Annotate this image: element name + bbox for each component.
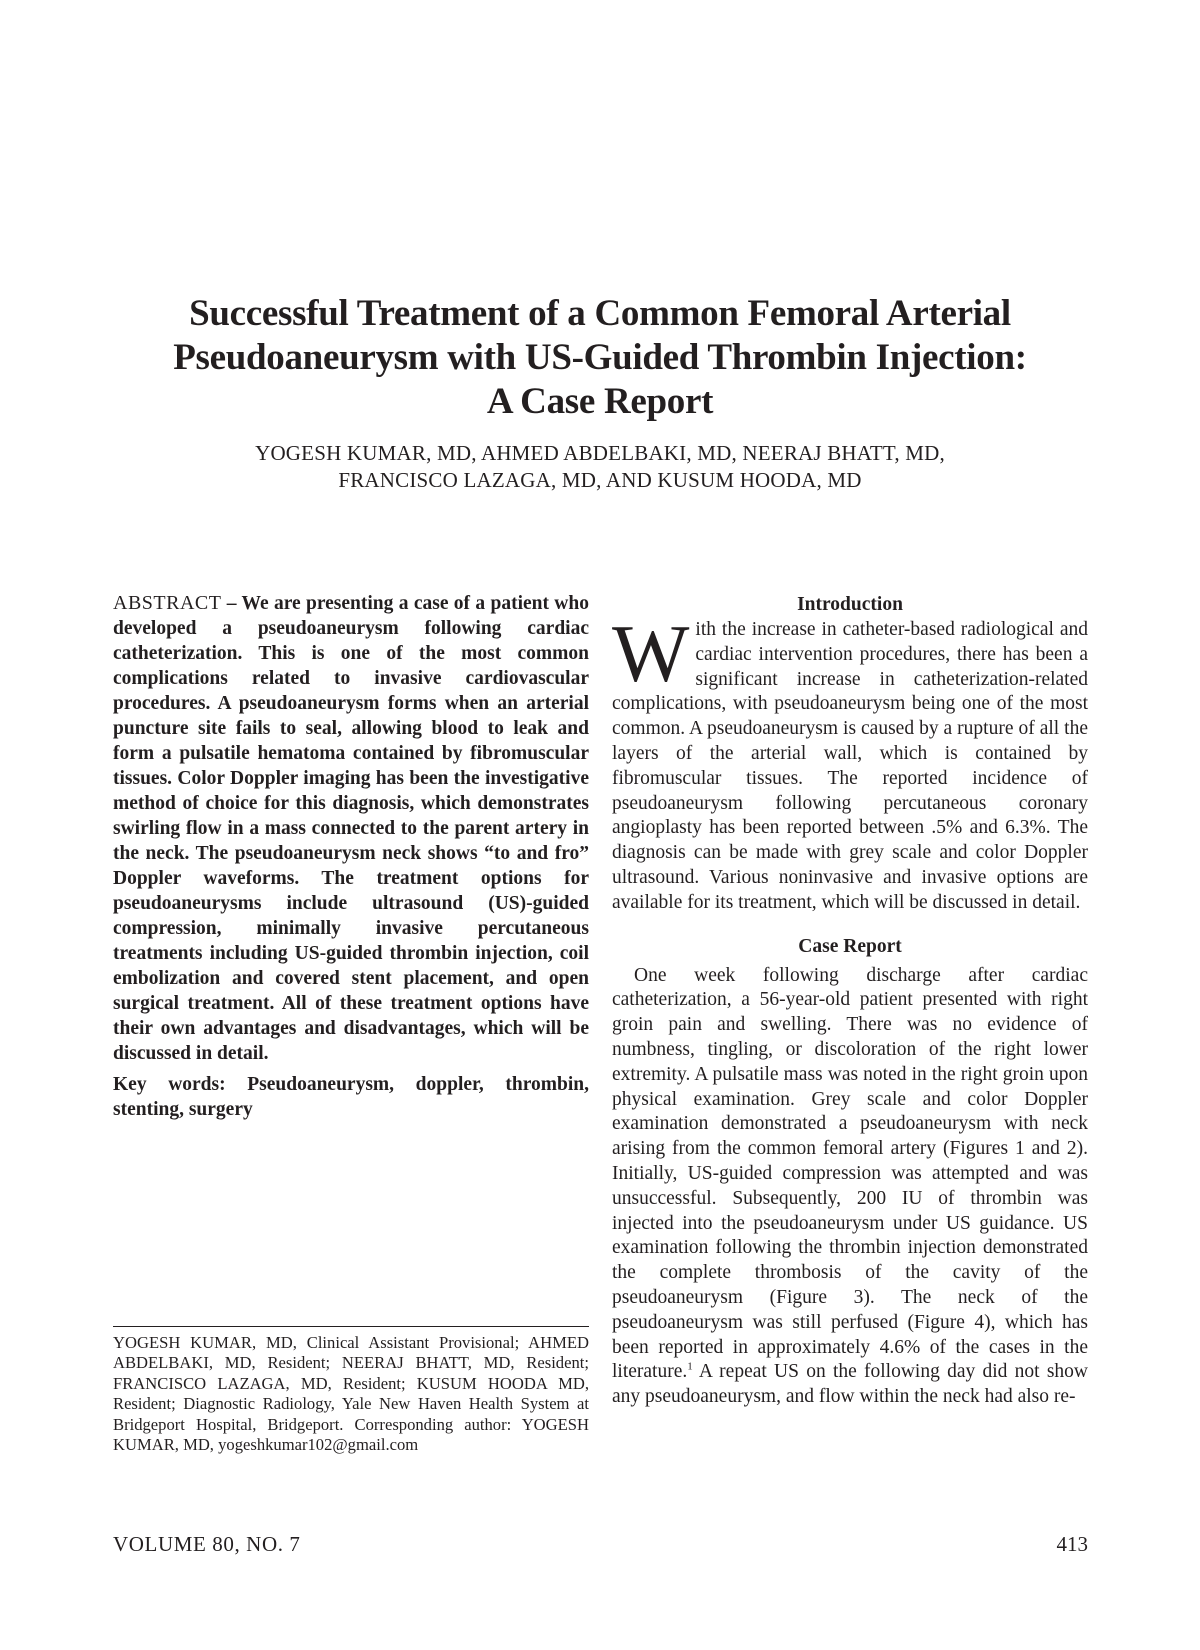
left-column (113, 591, 589, 1122)
article-title (100, 292, 1100, 424)
introduction-paragraph (612, 608, 1088, 916)
case-report-text: One week following discharge after cardiac catheterization, a 56-year-old patient presented with right groin pain and swelling. There was no evidence of numbness, tingling, or discoloration of the right lower extremity. A pulsatile mass was noted in the right groin upon physical examination. Grey scale and color Doppler examination demonstrated a pseudoaneurysm with neck arising from the common femoral artery (Figures 1 and 2). Initially, US-guided compression was attempted and was unsuccessful. Subsequently, 200 IU of thrombin was injected into the pseudoaneurysm under US guidance. US examination following the thrombin injection demonstrated the complete thrombosis of the cavity of the pseudoaneurysm (Figure 3). The neck of the pseudoaneurysm was still perfused (Figure 4), which has been reported in approximately 4.6% of the cases in the literature. (612, 964, 1088, 1383)
author-list (100, 440, 1100, 494)
case-report-paragraph (612, 964, 1088, 1410)
reference-superscript: 1 (687, 1360, 693, 1373)
footnote-divider (113, 1326, 589, 1327)
abstract-text: We are presenting a case of a patient who developed a pseudoaneurysm following cardiac catheterization. This is one of the most common complications related to invasive cardiovascular procedures. A pseudoaneurysm forms when an arterial puncture site fails to seal, allowing blood to leak and form a pulsatile hematoma contained by fibromuscular tissues. Color Doppler imaging has been the investigative method of choice for this diagnosis, which demonstrates swirling flow in a mass connected to the parent artery in the neck. The pseudoaneurysm neck shows “to and fro” Doppler waveforms. The treatment options for pseudoaneurysms include ultrasound (US)-guided compression, minimally invasive percutaneous treatments including US-guided thrombin injection, coil embolization and covered stent placement, and open surgical treatment. All of these treatment options have their own advantages and disadvantages, which will be discussed in detail. (113, 593, 589, 1064)
title-block (100, 292, 1100, 494)
abstract-label: ABSTRACT (113, 592, 222, 614)
section-heading-case-report: Case Report (798, 935, 902, 957)
introduction-text: ith the increase in catheter-based radiological and cardiac intervention procedures, there has been a significant increase in catheterization-related complications, with pseudoaneurysm being one of the most common. A pseudoaneurysm is caused by a rupture of all the layers of the arterial wall, which is contained by fibromuscular tissues. The reported incidence of pseudoaneurysm following percutaneous coronary angioplasty has been reported between .5% and 6.3%. The diagnosis can be made with grey scale and color Doppler ultrasound. Various noninvasive and invasive options are available for its treatment, which will be discussed in detail. (612, 619, 1088, 913)
drop-cap: W (612, 608, 690, 699)
abstract-separator: – (221, 593, 242, 614)
footer-volume: VOLUME 80, NO. 7 (113, 1532, 301, 1556)
title-line: Pseudoaneurysm with US-Guided Thrombin Injection: (173, 337, 1027, 378)
keywords: Key words: Pseudoaneurysm, doppler, thrombin, stenting, surgery (113, 1074, 589, 1120)
abstract (113, 591, 589, 1066)
author-line: YOGESH KUMAR, MD, AHMED ABDELBAKI, MD, NEERAJ BHATT, MD, (255, 441, 945, 465)
case-report-text-continued: A repeat US on the following day did not show any pseudoaneurysm, and flow within the neck had also re- (612, 1361, 1088, 1408)
section-heading-introduction: Introduction (797, 594, 903, 615)
title-line: A Case Report (486, 381, 714, 422)
right-column (612, 592, 1088, 1410)
author-line: FRANCISCO LAZAGA, MD, AND KUSUM HOODA, MD (338, 468, 862, 492)
title-line: Successful Treatment of a Common Femoral Arterial (189, 293, 1011, 334)
author-affiliations-footnote: YOGESH KUMAR, MD, Clinical Assistant Provisional; AHMED ABDELBAKI, MD, Resident; NEERAJ BHATT, MD, Resident; FRANCISCO LAZAGA, MD, Resident; KUSUM HOODA MD, Resident; Diagnostic Radiology, Yale New Haven Health System at Bridgeport Hospital, Bridgeport. Corresponding author: YOGESH KUMAR, MD, yogeshkumar102@gmail.com (113, 1333, 589, 1455)
footer-page-number: 413 (1056, 1532, 1088, 1556)
